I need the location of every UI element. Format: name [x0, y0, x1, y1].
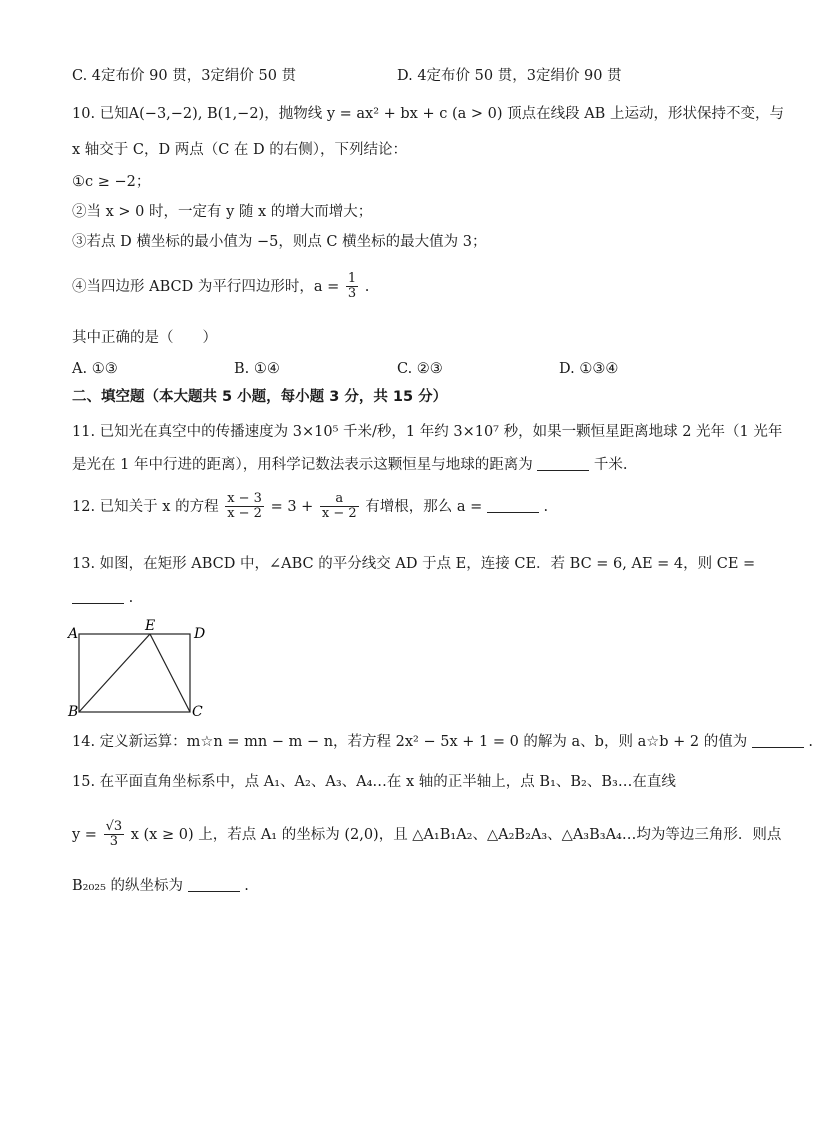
- q12-middle: = 3 +: [270, 498, 314, 515]
- q15-y-prefix: y =: [72, 826, 97, 843]
- q14-text: 14. 定义新运算：m☆n = mn − m − n，若方程 2x² − 5x + 1 = 0 的解为 a、b，则 a☆b + 2 的值为: [72, 734, 748, 750]
- segment-be: [79, 634, 150, 712]
- q10-line2: x 轴交于 C，D 两点（C 在 D 的右侧），下列结论：: [72, 142, 408, 158]
- q12-answer-blank[interactable]: [487, 497, 539, 513]
- fraction-denominator: 3: [109, 834, 118, 850]
- q12-suffix: 有增根，那么 a =: [365, 498, 483, 515]
- fraction-denominator: 3: [347, 286, 357, 302]
- label-e: E: [145, 618, 156, 634]
- label-a: A: [68, 626, 79, 642]
- q14-end: .: [808, 734, 813, 750]
- q15-text: x (x ≥ 0) 上，若点 A₁ 的坐标为 (2,0)，且 △A₁B₁A₂、△A₂B₂A₃、△A₃B₃A₄…均为等边三角形．则点: [130, 826, 782, 843]
- q13-line2: [72, 588, 133, 608]
- q15-line2: [72, 820, 781, 850]
- fraction-numerator: 1: [347, 271, 357, 286]
- q14-answer-blank[interactable]: [752, 733, 804, 749]
- q10-s4-period: .: [364, 278, 370, 295]
- fraction-numerator: √3: [105, 819, 123, 834]
- q9-option-d: D. 4定布价 50 贯，3定绢价 90 贯: [397, 68, 622, 84]
- q11-line2: [72, 455, 628, 475]
- q9-options: [72, 66, 732, 88]
- q10-s4-prefix: ④当四边形 ABCD 为平行四边形时，a =: [72, 278, 340, 295]
- q10-option-a: A. ①③: [72, 361, 118, 377]
- fraction-denominator: x − 2: [227, 506, 262, 522]
- q10-options: [72, 359, 732, 381]
- q15-end: .: [244, 878, 249, 894]
- segment-ec: [150, 634, 190, 712]
- q15-line3: [72, 876, 249, 896]
- fraction-numerator: a: [320, 492, 359, 507]
- q13-answer-blank[interactable]: [72, 589, 124, 605]
- q12: [72, 492, 548, 522]
- q10-statement-2: ②当 x > 0 时，一定有 y 随 x 的增大而增大；: [72, 204, 373, 220]
- rectangle-abcd: [79, 634, 190, 712]
- q13-line1: 13. 如图，在矩形 ABCD 中，∠ABC 的平分线交 AD 于点 E，连接 CE．若 BC = 6, AE = 4，则 CE =: [72, 556, 756, 572]
- q15-b2025: B₂₀₂₅ 的纵坐标为: [72, 878, 184, 894]
- section-heading: 二、填空题（本大题共 5 小题，每小题 3 分，共 15 分）: [72, 389, 448, 405]
- q12-fraction-2: [320, 492, 359, 522]
- q12-fraction-1: [225, 492, 264, 522]
- label-d: D: [194, 626, 206, 642]
- q10-option-b: B. ①④: [234, 361, 280, 377]
- rectangle-figure: [68, 618, 218, 718]
- fraction-numerator: x − 3: [227, 491, 262, 506]
- q11-text: 是光在 1 年中行进的距离），用科学记数法表示这颗恒星与地球的距离为: [72, 457, 533, 473]
- q15-line1: 15. 在平面直角坐标系中，点 A₁、A₂、A₃、A₄…在 x 轴的正半轴上，点 B₁、B₂、B₃…在直线: [72, 774, 676, 790]
- q12-prefix: 12. 已知关于 x 的方程: [72, 498, 219, 515]
- label-b: B: [68, 704, 79, 720]
- q12-end: .: [543, 498, 549, 515]
- q11-unit: 千米.: [593, 457, 628, 473]
- q13-end: .: [128, 590, 134, 606]
- q11-answer-blank[interactable]: [537, 456, 589, 472]
- q15-fraction: [104, 820, 125, 850]
- q10-statement-4: [72, 272, 369, 302]
- q10-s4-fraction: [346, 272, 358, 302]
- q15-answer-blank[interactable]: [188, 877, 240, 893]
- label-c: C: [192, 704, 203, 720]
- q10-option-d: D. ①③④: [559, 361, 619, 377]
- q10-question: 其中正确的是（ ）: [72, 330, 217, 346]
- fraction-denominator: x − 2: [321, 506, 357, 522]
- q10-statement-1: ①c ≥ −2；: [72, 174, 151, 190]
- q10-line1: 10. 已知A(−3,−2), B(1,−2)，抛物线 y = ax² + bx + c (a > 0) 顶点在线段 AB 上运动，形状保持不变，与: [72, 106, 784, 122]
- q11-line1: 11. 已知光在真空中的传播速度为 3×10⁵ 千米/秒，1 年约 3×10⁷ 秒，如果一颗恒星距离地球 2 光年（1 光年: [72, 424, 783, 440]
- q9-option-c: C. 4定布价 90 贯，3定绢价 50 贯: [72, 68, 297, 84]
- q14: [72, 732, 813, 752]
- q10-statement-3: ③若点 D 横坐标的最小值为 −5，则点 C 横坐标的最大值为 3；: [72, 234, 487, 250]
- q10-option-c: C. ②③: [397, 361, 443, 377]
